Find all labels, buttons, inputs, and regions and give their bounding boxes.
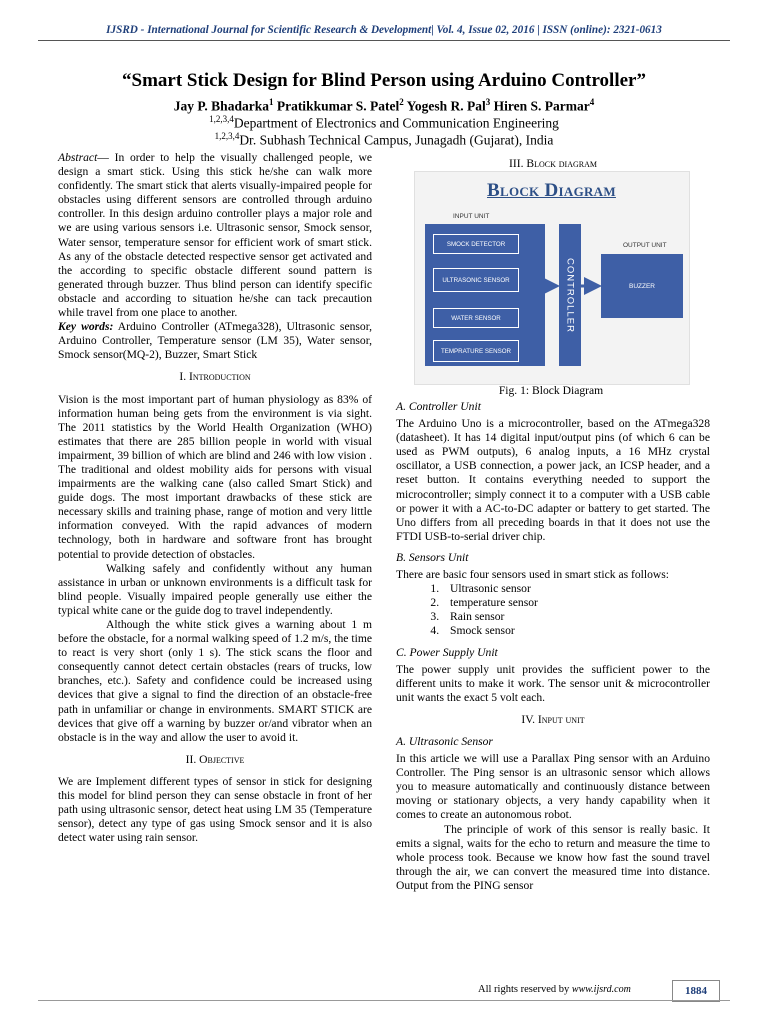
abstract: Abstract— In order to help the visually challenged people, we design a smart stick. Using this stick he/she can walk more confidently. The smart stick that alerts visually-impaired people for obstacles using different sensors are controlled through arduino controller. In this design arduino controller plays a major role and we are using various sensors i.e. Ultrasonic sensor, Smock sensor, Water sensor, temperature sensor for efficient work of smart stick. As any of the obstacle detected respective sensor get activated and the according to specific obstacle different sound pattern is generated through buzzer. Thus blind person can identify specific obstacle and according to situation he/she can tack precaution while travel from one place to another.	[58, 151, 372, 320]
author-list: Jay P. Bhadarka$^1$ Pratikkumar S. Patel$^2$ Yogesh R. Pal$^3$ Hiren S. Parmar$^4$	[173, 97, 595, 114]
input-unit-label: INPUT UNIT	[453, 213, 490, 220]
block-diagram-figure	[414, 171, 690, 385]
footer-divider	[38, 1000, 730, 1001]
diagram-title: Block Diagram	[487, 180, 616, 201]
journal-header: IJSRD - International Journal for Scientific Research & Development| Vol. 4, Issue 02, 2016 | ISSN (online): 2321-0613	[38, 24, 730, 41]
list-item: 3. Rain sensor	[442, 610, 710, 624]
right-column	[396, 400, 710, 893]
subsection-heading-ultrasonic: A. Ultrasonic Sensor	[396, 734, 493, 748]
block-heading-area	[396, 157, 710, 171]
ultrasonic-paragraph: In this article we will use a Parallax Ping sensor with an Arduino Controller. The Ping sensor is an ultrasonic sensor which allows you to measure automatically and continuously distance between moving or stationary objects, a very handy capability when it comes to create an autonomous robot.	[396, 752, 710, 822]
intro-paragraph: Although the white stick gives a warning about 1 m before the obstacle, for a normal walking speed of 1.2 m/s, the time to react is very short (only 1 s). The stick scans the floor and consequently cannot detect certain obstacles (rears of trucks, low branches, etc.). Safety and confidence could be increased using devices that give a signal to find the direction of an obstacle-free path in unfamiliar or change in environments. SMART STICK are devices that give off a warning by buzzer or/and vibrator when an obstacle is in the way and allow the user to avoid it.	[58, 618, 372, 744]
sensor-list	[396, 582, 710, 638]
footer-rights: All rights reserved by www.ijsrd.com	[478, 984, 631, 995]
section-heading-objective: II. Objective	[185, 752, 245, 766]
controller-paragraph: The Arduino Uno is a microcontroller, based on the ATmega328 (datasheet). It has 14 digital input/output pins (of which 6 can be used as PWM outputs), 6 analog inputs, a 16 MHz crystal oscillator, a USB connection, a power jack, an ICSP header, and a reset button. It contains everything needed to support the microcontroller; simply connect it to a computer with a USB cable or power it with a AC-to-DC adapter or battery to get started. The Uno differs from all preceding boards in that it does not use the FTDI USB-to-serial driver chip.	[396, 417, 710, 543]
subsection-heading-power-supply: C. Power Supply Unit	[396, 645, 498, 659]
author-name: Pratikkumar S. Patel	[276, 98, 400, 114]
author-name: Yogesh R. Pal	[406, 98, 486, 114]
author-name: Hiren S. Parmar	[493, 98, 590, 114]
list-item: 2. temperature sensor	[442, 596, 710, 610]
objective-paragraph: We are Implement different types of sensor in stick for designing this model for blind person they can sense obstacle in front of her path using ultrasonic sensor, detect heat using LM 35 (Temperature sensor), detect any type of gas using Smock sensor and it is also detect water using rain sensor.	[58, 774, 372, 845]
figure-caption: Fig. 1: Block Diagram	[498, 384, 604, 397]
section-heading-block-diagram: III. Block diagram	[508, 157, 597, 170]
list-item: 1. Ultrasonic sensor	[442, 582, 710, 596]
author-name: Jay P. Bhadarka	[173, 98, 269, 114]
footer-site-link[interactable]: www.ijsrd.com	[571, 984, 631, 995]
list-item: 4. Smock sensor	[442, 624, 710, 638]
water-sensor-block: WATER SENSOR	[433, 308, 519, 328]
ultrasonic-sensor-block: ULTRASONIC SENSOR	[433, 268, 519, 292]
affiliation-institute: $^{1,2,3,4}$Dr. Subhash Technical Campus, Junagadh (Gujarat), India	[214, 131, 554, 148]
temperature-sensor-block: TEMPRATURE SENSOR	[433, 340, 519, 362]
output-unit-label: OUTPUT UNIT	[623, 242, 667, 249]
section-heading-introduction: I. Introduction	[179, 370, 251, 384]
page-number: 1884	[672, 980, 720, 1002]
intro-paragraph: Walking safely and confidently without any human assistance in urban or unknown environments is a difficult task for blind people. Visually impaired people generally use either the typical white cane or the guide dog to travel independently.	[58, 561, 372, 617]
subsection-heading-controller: A. Controller Unit	[396, 400, 481, 413]
controller-block: CONTROLLER	[559, 224, 581, 366]
buzzer-block: BUZZER	[601, 254, 683, 318]
subsection-heading-sensors: B. Sensors Unit	[396, 550, 469, 564]
intro-paragraph: Vision is the most important part of human physiology as 83% of information human being gets from the environment is via sight. The 2011 statistics by the World Health Organization (WHO) estimates that there are 285 billion people in world with visual impairment, 39 billion of which are blind and 246 with low vision . The traditional and oldest mobility aids for persons with visual impairments are the walking cane (also called Smart Stick) and guide dogs. The most important drawbacks of these stick are necessary skills and training phase, range of motion and very little information conveyed. With the rapid advances of modern technology, both in hardware and software front has brought potential to provide detection of obstacles.	[58, 392, 372, 561]
section-heading-input-unit: IV. Input unit	[521, 712, 585, 726]
ultrasonic-paragraph: The principle of work of this sensor is really basic. It emits a signal, waits for the echo to return and measure the time to whole process took. Because we know how fast the sound travel through the air, we can convert the measured time into distance. Output from the PING sensor	[396, 822, 710, 892]
power-supply-paragraph: The power supply unit provides the sufficient power to the different units to make it work. The sensor unit & microcontroller unit wants the exact 5 volt each.	[396, 662, 710, 704]
left-column	[58, 151, 372, 845]
keywords: Key words: Arduino Controller (ATmega328), Ultrasonic sensor, Arduino Controller, Temperature sensor (LM 35), Water sensor, Smock sensor(MQ-2), Buzzer, Smart Stick	[58, 320, 372, 362]
sensors-paragraph: There are basic four sensors used in smart stick as follows:	[396, 568, 670, 582]
affiliation-department: $^{1,2,3,4}$Department of Electronics and Communication Engineering	[209, 114, 559, 131]
smock-detector-block: SMOCK DETECTOR	[433, 234, 519, 254]
paper-title: “Smart Stick Design for Blind Person using Arduino Controller”	[122, 70, 646, 91]
